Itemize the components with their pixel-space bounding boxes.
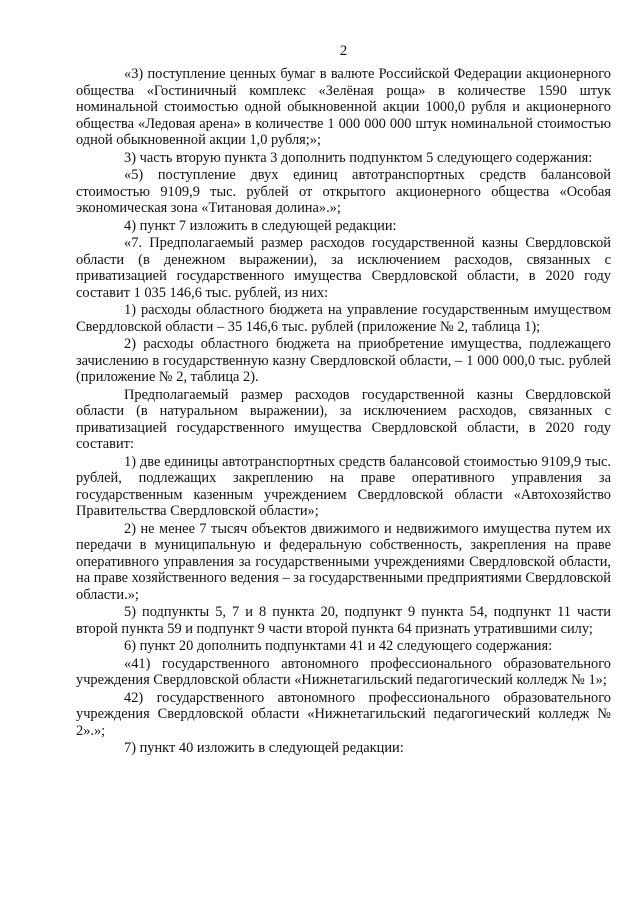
paragraph-college-2: 42) государственного автономного профессионального образовательного учреждения Свердловской области «Нижнетагильский педагогический колледж № 2».»; <box>76 689 611 739</box>
paragraph-point-7-monetary: «7. Предполагаемый размер расходов государственной казны Свердловской области (в денежном выражении), за исключением расходов, связанных с приватизацией государственного имущества Свердловской области, в 2020 году составит 1 035 146,6 тыс. рублей, из них: <box>76 235 611 301</box>
paragraph-amend-point-20: 6) пункт 20 дополнить подпунктами 41 и 42 следующего содержания: <box>124 638 553 654</box>
paragraph-property-transfer: 2) не менее 7 тысяч объектов движимого и недвижимого имущества путем их передачи в муниципальную и федеральную собственность, закрепления на праве оперативного управления за государственными учреждениями Свердловской области, на праве хозяйственного ведения – за государственными предприятиями Свердловской области.»; <box>76 520 611 603</box>
paragraph-amend-point-40: 7) пункт 40 изложить в следующей редакции: <box>124 740 404 756</box>
paragraph-college-1: «41) государственного автономного профессионального образовательного учреждения Свердловской области «Нижнетагильский педагогический колледж № 1»; <box>76 655 611 688</box>
paragraph-repealed-subpoints: 5) подпункты 5, 7 и 8 пункта 20, подпункт 9 пункта 54, подпункт 11 части второй пункта 59 и подпункт 9 части второй пункта 64 признать утратившими силу; <box>76 604 611 637</box>
page-number: 2 <box>339 43 348 59</box>
paragraph-amend-point-3: 3) часть вторую пункта 3 дополнить подпунктом 5 следующего содержания: <box>124 149 593 166</box>
paragraph-management-expenses: 1) расходы областного бюджета на управление государственным имуществом Свердловской области – 35 146,6 тыс. рублей (приложение № 2, таблица 1); <box>76 302 611 335</box>
paragraph-vehicles-assignment: 1) две единицы автотранспортных средств балансовой стоимостью 9109,9 тыс. рублей, подлежащих закреплению на праве оперативного управления за государственным казенным учреждением Свердловской области «Автохозяйство Правительства Свердловской области»; <box>76 453 611 519</box>
paragraph-acquisition-expenses: 2) расходы областного бюджета на приобретение имущества, подлежащего зачислению в государственную казну Свердловской области, – 1 000 000,0 тыс. рублей (приложение № 2, таблица 2). <box>76 336 611 385</box>
paragraph-point-7-physical: Предполагаемый размер расходов государственной казны Свердловской области (в натуральном выражении), за исключением расходов, связанных с приватизацией государственного имущества Свердловской области, в 2020 году составит: <box>76 386 611 452</box>
paragraph-securities-receipt: «3) поступление ценных бумаг в валюте Российской Федерации акционерного общества «Гостиничный комплекс «Зелёная роща» в количестве 1590 штук номинальной стоимостью одной обыкновенной акции 1000,0 рубля и акционерного общества «Ледовая арена» в количестве 1 000 000 000 штук номинальной стоимостью одной обыкновенной акции 1,0 рубля;»; <box>76 66 611 148</box>
paragraph-amend-point-7: 4) пункт 7 изложить в следующей редакции: <box>124 217 397 234</box>
paragraph-vehicles-receipt: «5) поступление двух единиц автотранспортных средств балансовой стоимостью 9109,9 тыс. рублей от открытого акционерного общества «Особая экономическая зона «Титановая долина».»; <box>76 167 611 216</box>
